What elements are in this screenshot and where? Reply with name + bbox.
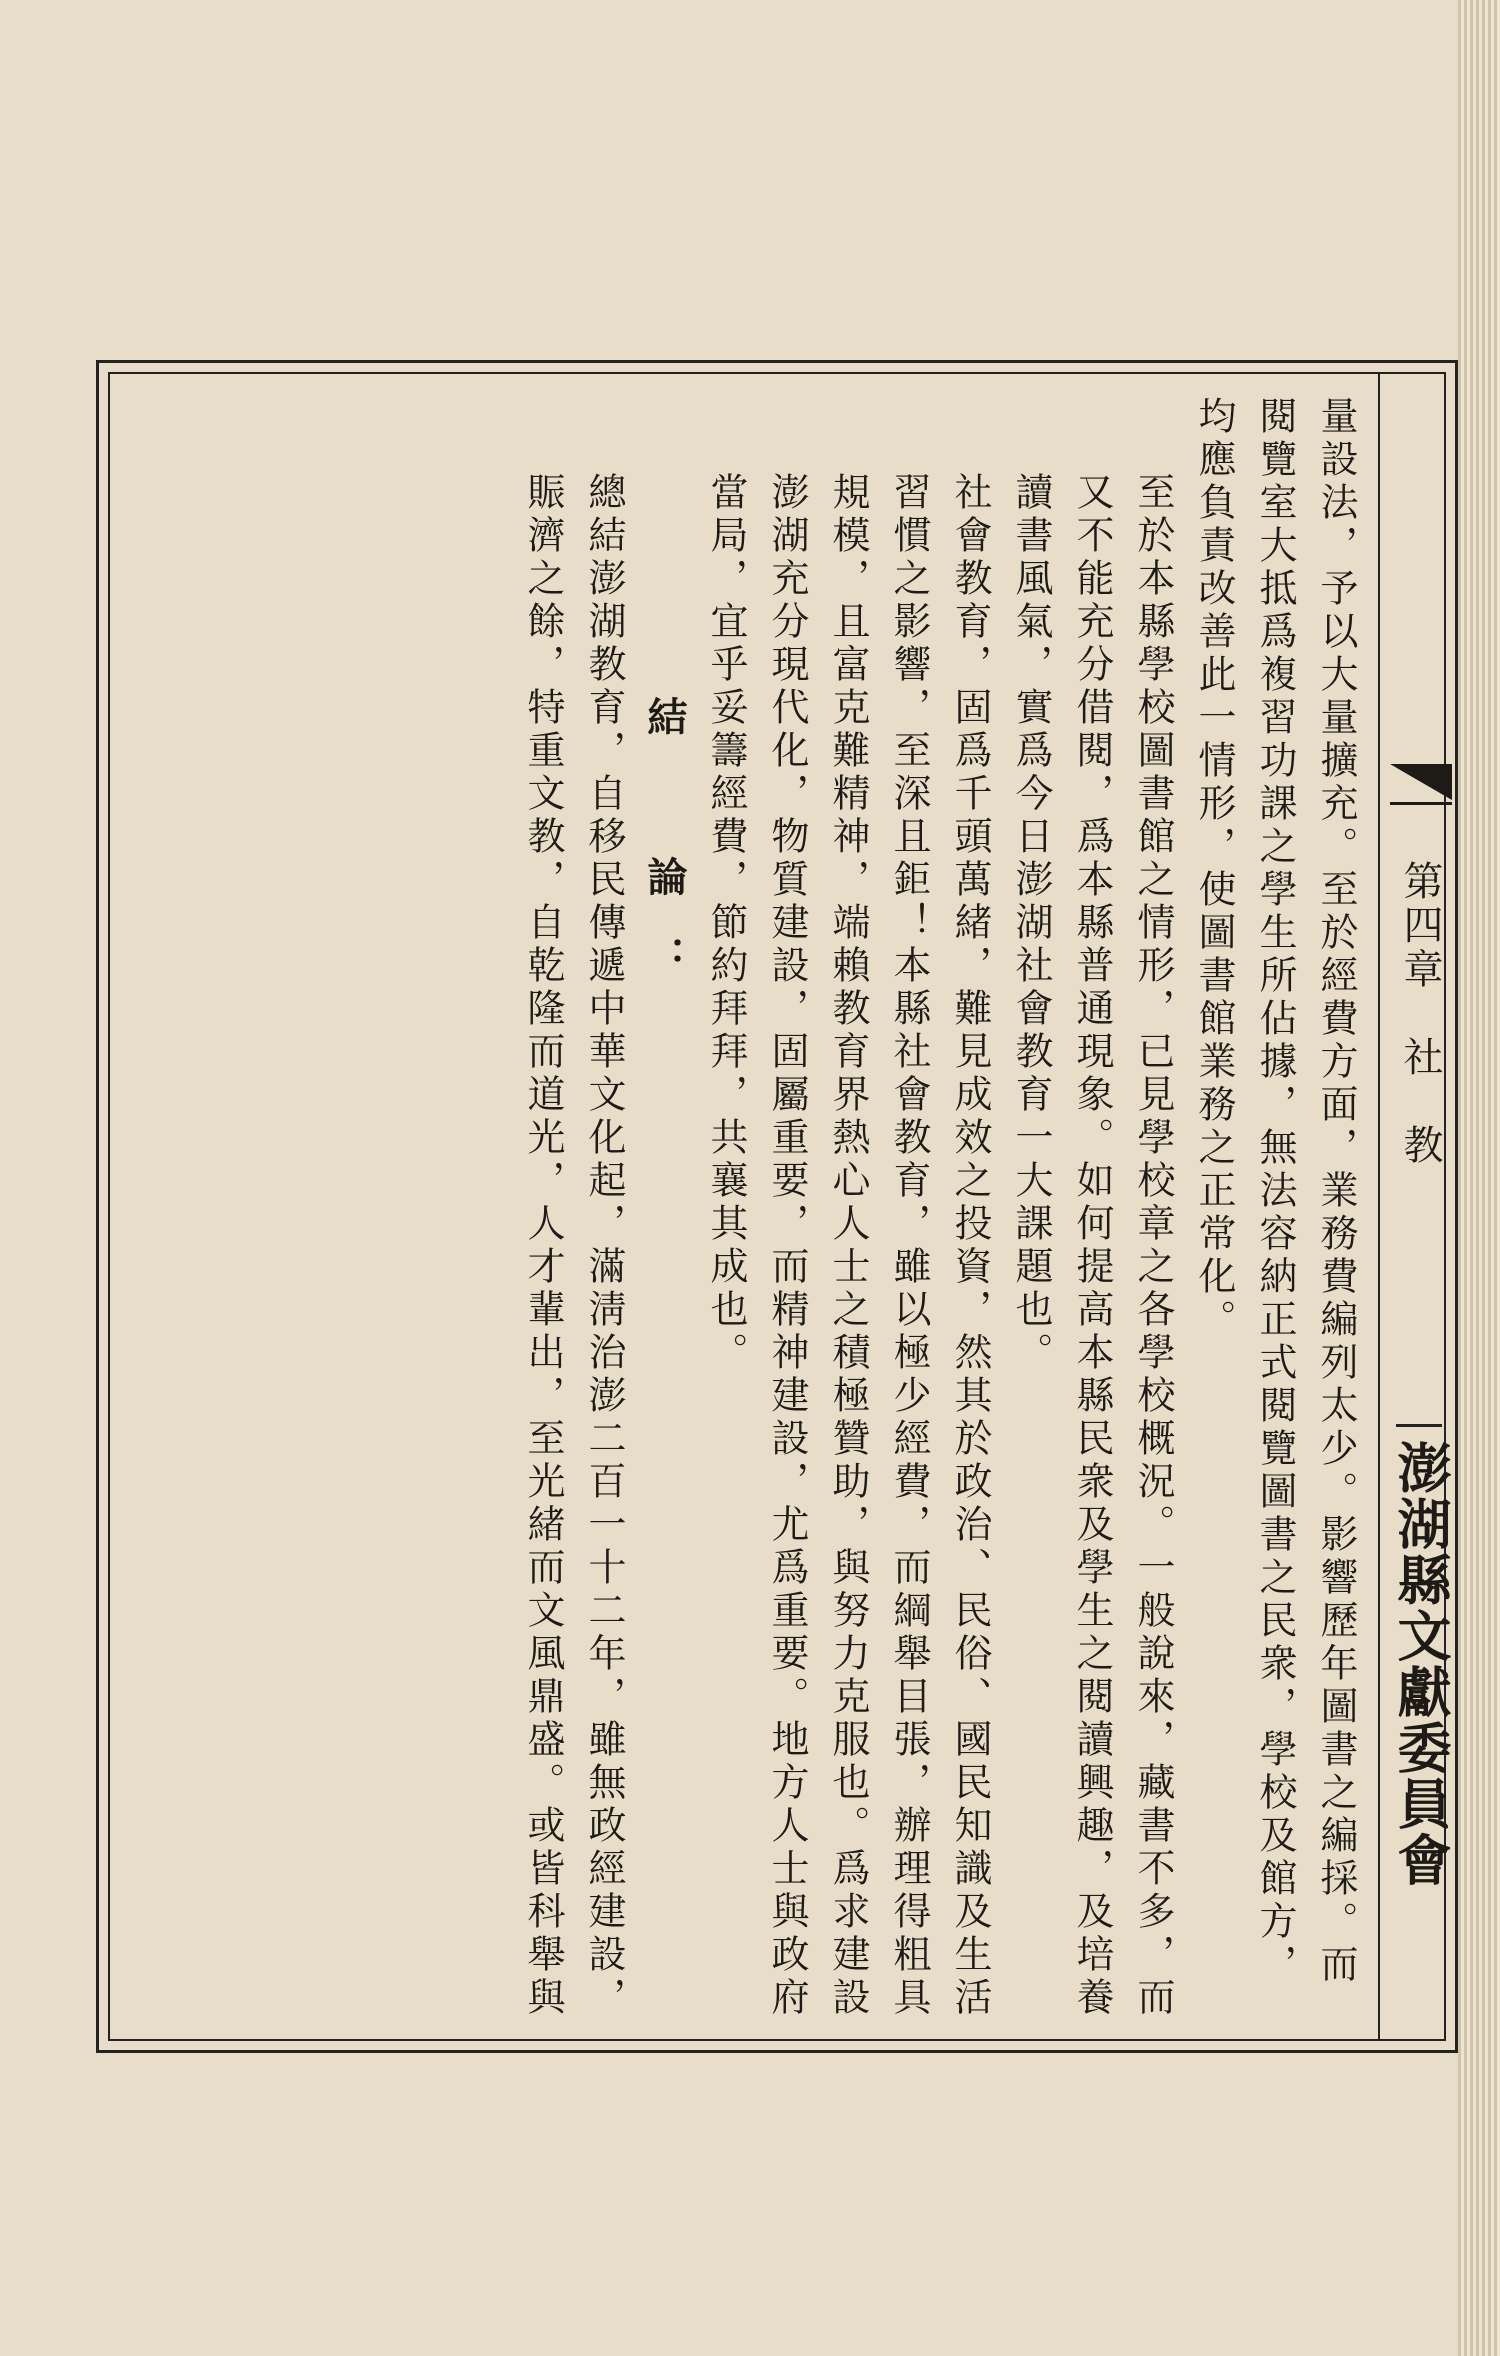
paragraph-3: 社會教育，固爲千頭萬緒，難見成效之投資，然其於政治、民俗、國民知識及生活習慣之影響，至深且鉅！本縣社會教育，雖以極少經費，而綱舉目張，辦理得粗具規模，且富克難精神，端賴教育界熱心人士之積極贊助，與努力克服也。爲求建設澎湖充分現代化，物質建設，固屬重要，而精神建設，尤爲重要。地方人士與政府當局，宜乎妥籌經費，節約拜拜，共襄其成也。 [704,472,992,2020]
page-edge [1458,0,1500,2356]
section-heading: 結 論： [641,696,688,1016]
chapter-heading: 第四章 社 教 [1397,860,1443,1168]
paragraph-2: 至於本縣學校圖書館之情形，已見學校章之各學校概況。一般說來，藏書不多，而又不能充分借閱，爲本縣普通現象。如何提高本縣民衆及學生之閱讀興趣，及培養讀書風氣，實爲今日澎湖社會教育一大課題也。 [1009,472,1175,2020]
paragraph-1: 量設法，予以大量擴充。至於經費方面，業務費編列太少。影響歷年圖書之編採。而閱覽室大抵爲複習功課之學生所佔據，無法容納正式閱覽圖書之民衆，學校及館方，均應負責改善此一情形，使圖書館業務之正常化。 [1192,396,1358,1987]
header-divider [1396,1424,1442,1427]
conclusion-paragraph: 總結澎湖教育，自移民傳遞中華文化起，滿淸治澎二百一十二年，雖無政經建設，賑濟之餘，特重文教，自乾隆而道光，人才輩出，至光緒而文風鼎盛。或皆科舉與 [521,472,626,2020]
publication-title: 澎湖縣文獻委員會 [1389,1440,1453,1888]
header-rule [1378,372,1380,2041]
body-text [130,396,1366,2026]
header-ornament [1386,760,1456,806]
